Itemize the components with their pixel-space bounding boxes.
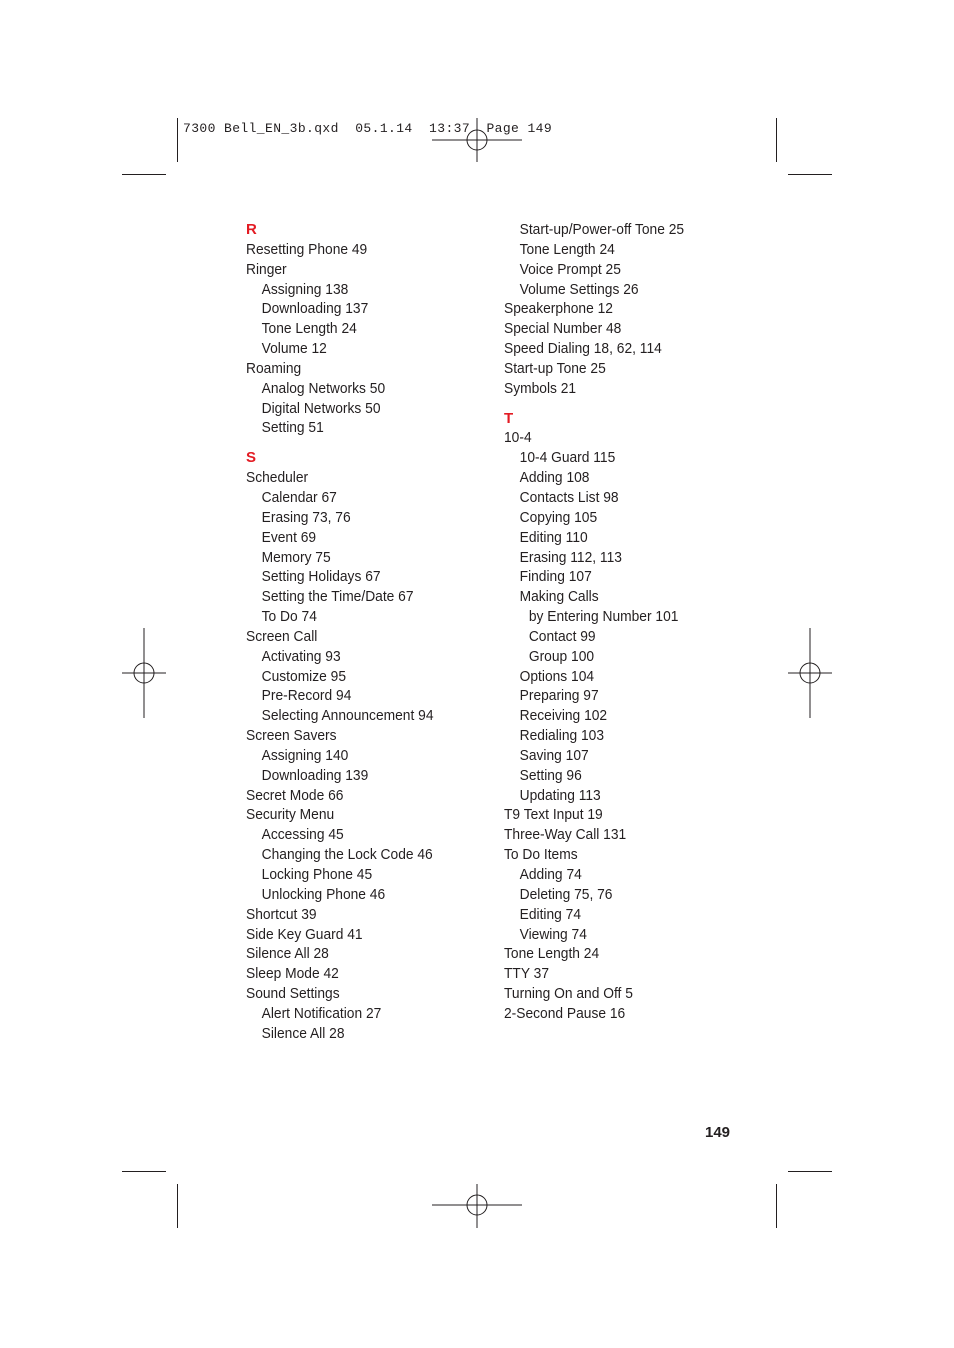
index-subentry: Contacts List 98 xyxy=(519,488,619,506)
index-entry: Tone Length 24 xyxy=(504,945,600,963)
index-subentry: Copying 105 xyxy=(519,508,598,526)
page-number: 149 xyxy=(705,1124,731,1141)
crop-mark-bottom-left-vertical xyxy=(177,1184,178,1228)
index-subentry: Setting Holidays 67 xyxy=(261,568,381,586)
index-entry: Side Key Guard 41 xyxy=(246,925,363,943)
index-subentry: Erasing 112, 113 xyxy=(519,548,622,566)
index-subentry: Downloading 139 xyxy=(261,766,369,784)
index-subentry: Customize 95 xyxy=(261,667,347,685)
index-subentry: Assigning 140 xyxy=(261,746,349,764)
index-subentry: Event 69 xyxy=(261,528,317,546)
index-subentry: Finding 107 xyxy=(519,568,592,586)
index-entry: T9 Text Input 19 xyxy=(504,806,603,824)
crop-mark-top-right-vertical xyxy=(776,118,777,162)
index-subentry: Group 100 xyxy=(528,647,595,665)
index-entry: TTY 37 xyxy=(504,965,550,983)
index-entry: 2-Second Pause 16 xyxy=(504,1004,626,1022)
index-entry: Resetting Phone 49 xyxy=(246,240,368,258)
index-entry: Screen Call xyxy=(246,627,318,645)
index-subentry: Setting 96 xyxy=(519,766,582,784)
crop-mark-top-left-vertical xyxy=(177,118,178,162)
index-subentry: Volume 12 xyxy=(261,340,327,358)
index-subentry: Tone Length 24 xyxy=(261,320,357,338)
index-subentry: Options 104 xyxy=(519,667,595,685)
registration-mark-right-icon xyxy=(788,628,832,718)
index-entry: Ringer xyxy=(246,260,287,278)
index-subentry: To Do 74 xyxy=(261,608,317,626)
slug-line: 7300 Bell_EN_3b.qxd 05.1.14 13:37 Page 149 xyxy=(183,121,553,136)
index-entry: Symbols 21 xyxy=(504,379,577,397)
crop-mark-bottom-right-vertical xyxy=(776,1184,777,1228)
index-subentry: Unlocking Phone 46 xyxy=(261,885,386,903)
index-subentry: Adding 108 xyxy=(519,469,590,487)
crop-mark-top-right-horizontal xyxy=(788,174,832,175)
index-subentry: Editing 74 xyxy=(519,905,582,923)
index-subentry: Memory 75 xyxy=(261,548,331,566)
index-subentry: Receiving 102 xyxy=(519,707,608,725)
index-subentry: Saving 107 xyxy=(519,746,589,764)
index-entry: Three-Way Call 131 xyxy=(504,826,627,844)
index-subentry: Contact 99 xyxy=(528,627,596,645)
index-entry: 10-4 xyxy=(504,429,532,447)
index-entry: Speakerphone 12 xyxy=(504,300,613,318)
index-subentry: Erasing 73, 76 xyxy=(261,508,351,526)
index-subentry: Deleting 75, 76 xyxy=(519,885,613,903)
index-letter-heading: R xyxy=(246,221,257,238)
index-subentry: Silence All 28 xyxy=(261,1024,345,1042)
crop-mark-bottom-left-horizontal xyxy=(122,1171,166,1172)
index-subentry: Voice Prompt 25 xyxy=(519,260,621,278)
index-subentry: by Entering Number 101 xyxy=(528,608,679,626)
index-entry: Turning On and Off 5 xyxy=(504,985,633,1003)
index-entry: Screen Savers xyxy=(246,727,337,745)
index-subentry: Accessing 45 xyxy=(261,826,344,844)
index-letter-heading: T xyxy=(504,409,514,427)
index-entry: Special Number 48 xyxy=(504,320,622,338)
index-subentry: Tone Length 24 xyxy=(519,240,615,258)
index-subentry: Editing 110 xyxy=(519,528,588,546)
index-subentry: Viewing 74 xyxy=(519,925,587,943)
index-subentry: 10-4 Guard 115 xyxy=(519,449,616,467)
index-subentry: Redialing 103 xyxy=(519,727,605,745)
registration-mark-top-icon xyxy=(432,118,522,162)
index-entry: Silence All 28 xyxy=(246,945,329,963)
index-subentry: Changing the Lock Code 46 xyxy=(261,846,433,864)
index-subentry: Setting the Time/Date 67 xyxy=(261,588,414,606)
index-subentry: Updating 113 xyxy=(519,786,601,804)
index-entry: Roaming xyxy=(246,359,302,377)
index-subentry: Start-up/Power-off Tone 25 xyxy=(519,221,685,238)
index-entry: Speed Dialing 18, 62, 114 xyxy=(504,340,662,358)
index-entry: Secret Mode 66 xyxy=(246,786,344,804)
index-subentry: Analog Networks 50 xyxy=(261,379,386,397)
index-entry: Sound Settings xyxy=(246,985,340,1003)
index-subentry: Locking Phone 45 xyxy=(261,866,373,883)
index-subentry: Setting 51 xyxy=(261,419,324,437)
index-entry: Scheduler xyxy=(246,469,309,487)
crop-mark-top-left-horizontal xyxy=(122,174,166,175)
index-letter-heading: S xyxy=(246,449,257,467)
index-subentry: Alert Notification 27 xyxy=(261,1004,382,1022)
index-column-right xyxy=(504,220,700,1024)
index-subentry: Digital Networks 50 xyxy=(261,399,381,417)
index-entry: Security Menu xyxy=(246,806,335,824)
crop-mark-bottom-right-horizontal xyxy=(788,1171,832,1172)
index-subentry: Pre-Record 94 xyxy=(261,687,352,705)
index-entry: Sleep Mode 42 xyxy=(246,965,339,983)
index-subentry: Making Calls xyxy=(519,588,599,606)
index-subentry: Volume Settings 26 xyxy=(519,280,639,298)
index-subentry: Activating 93 xyxy=(261,647,341,665)
index-subentry: Adding 74 xyxy=(519,866,582,883)
index-subentry: Preparing 97 xyxy=(519,687,599,705)
index-subentry: Calendar 67 xyxy=(261,488,337,506)
registration-mark-bottom-icon xyxy=(432,1184,522,1228)
index-subentry: Selecting Announcement 94 xyxy=(261,707,434,725)
index-subentry: Downloading 137 xyxy=(261,300,369,318)
index-column-left xyxy=(246,220,450,1044)
index-entry: Shortcut 39 xyxy=(246,905,317,923)
index-entry: To Do Items xyxy=(504,846,578,864)
index-subentry: Assigning 138 xyxy=(261,280,349,298)
registration-mark-left-icon xyxy=(122,628,166,718)
index-entry: Start-up Tone 25 xyxy=(504,359,606,377)
